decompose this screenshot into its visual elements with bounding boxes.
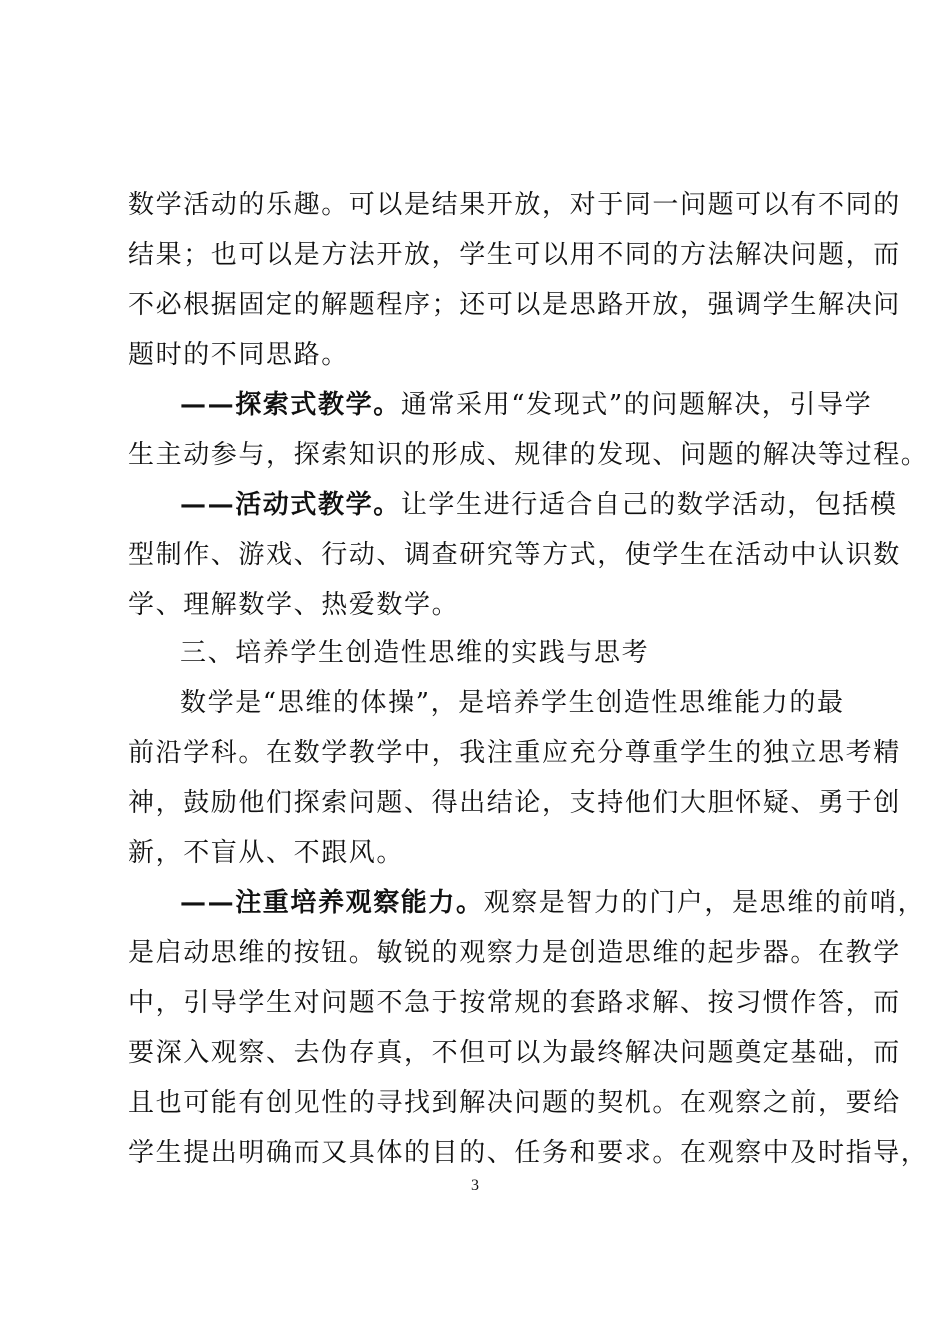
section-heading: 三、培养学生创造性思维的实践与思考 [180, 638, 650, 668]
subsection-paragraph-start [180, 886, 926, 920]
body-text-line: 数学活动的乐趣。可以是结果开放，对于同一问题可以有不同的 [128, 190, 901, 220]
body-text-line: 要深入观察、去伪存真，不但可以为最终解决问题奠定基础，而 [128, 1038, 901, 1068]
body-text-line: 是启动思维的按钮。敏锐的观察力是创造思维的起步器。在教学 [128, 938, 901, 968]
body-text-line: 新，不盲从、不跟风。 [128, 838, 405, 868]
body-text-line: 中，引导学生对问题不急于按常规的套路求解、按习惯作答，而 [128, 988, 901, 1018]
body-text-line: 学生提出明确而又具体的目的、任务和要求。在观察中及时指导， [128, 1138, 929, 1168]
body-text-line: 生主动参与，探索知识的形成、规律的发现、问题的解决等过程。 [128, 440, 929, 470]
body-text-line: 数学是“思维的体操”，是培养学生创造性思维能力的最 [180, 688, 845, 718]
body-text-line: 题时的不同思路。 [128, 340, 349, 370]
body-text-run: 通常采用“发现式”的问题解决，引导学 [400, 390, 873, 420]
body-text-line: 前沿学科。在数学教学中，我注重应充分尊重学生的独立思考精 [128, 738, 901, 768]
subsection-lead-bold: ——探索式教学。 [180, 390, 401, 420]
subsection-paragraph-start [180, 388, 880, 422]
body-text-run: 让学生进行适合自己的数学活动，包括模 [400, 490, 898, 520]
body-text-line: 不必根据固定的解题程序；还可以是思路开放，强调学生解决问 [128, 290, 901, 320]
subsection-paragraph-start [180, 488, 898, 522]
body-text-line: 型制作、游戏、行动、调查研究等方式，使学生在活动中认识数 [128, 540, 901, 570]
subsection-lead-bold: ——注重培养观察能力。 [180, 888, 484, 918]
body-text-line: 神，鼓励他们探索问题、得出结论，支持他们大胆怀疑、勇于创 [128, 788, 901, 818]
body-text-line: 且也可能有创见性的寻找到解决问题的契机。在观察之前，要给 [128, 1088, 901, 1118]
body-text-line: 结果；也可以是方法开放，学生可以用不同的方法解决问题，而 [128, 240, 901, 270]
page-number: 3 [471, 1177, 479, 1194]
body-text-run: 观察是智力的门户，是思维的前哨， [483, 888, 926, 918]
subsection-lead-bold: ——活动式教学。 [180, 490, 401, 520]
body-text-line: 学、理解数学、热爱数学。 [128, 590, 460, 620]
